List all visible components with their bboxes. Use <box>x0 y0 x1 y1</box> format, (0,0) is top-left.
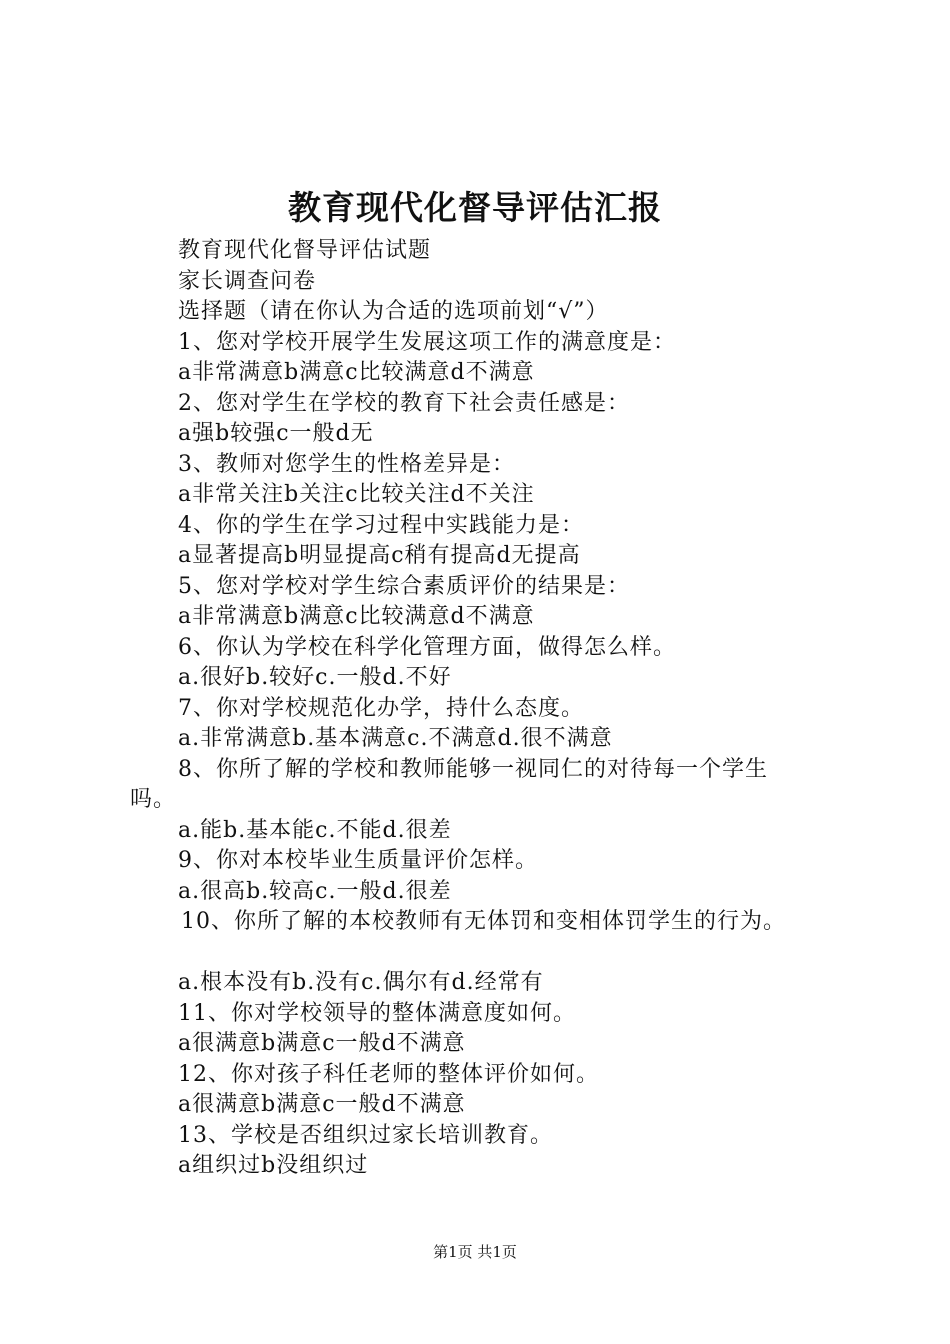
question-line: 8、你所了解的学校和教师能够一视同仁的对待每一个学生 <box>178 756 768 782</box>
options-line: a组织过b没组织过 <box>178 1153 369 1178</box>
text-line: 家长调查问卷 <box>178 268 317 294</box>
question-line: 1、您对学校开展学生发展这项工作的满意度是： <box>178 329 676 355</box>
question-line: 12、你对孩子科任老师的整体评价如何。 <box>178 1061 599 1087</box>
page-footer: 第1页 共1页 <box>433 1243 517 1261</box>
question-line: 3、教师对您学生的性格差异是： <box>178 451 515 477</box>
options-line: a.能b.基本能c.不能d.很差 <box>178 817 452 843</box>
blank-line <box>0 938 950 969</box>
options-line: a.很好b.较好c.一般d.不好 <box>178 665 452 690</box>
options-line: a强b较强c一般d无 <box>178 421 374 446</box>
document-title: 教育现代化督导评估汇报 <box>288 188 662 227</box>
question-line: 9、你对本校毕业生质量评价怎样。 <box>178 848 538 873</box>
options-line: a显著提高b明显提高c稍有提高d无提高 <box>178 543 581 568</box>
text-line: 教育现代化督导评估试题 <box>178 238 432 263</box>
options-line: a.很高b.较高c.一般d.很差 <box>178 878 452 904</box>
options-line: a非常满意b满意c比较满意d不满意 <box>178 604 535 629</box>
question-line: 13、学校是否组织过家长培训教育。 <box>178 1122 553 1148</box>
options-line: a很满意b满意c一般d不满意 <box>178 1031 466 1056</box>
options-line: a很满意b满意c一般d不满意 <box>178 1092 466 1117</box>
options-line: a.非常满意b.基本满意c.不满意d.很不满意 <box>178 726 613 751</box>
document-body <box>0 236 950 1182</box>
question-line: 4、你的学生在学习过程中实践能力是： <box>178 512 584 538</box>
options-line: a.根本没有b.没有c.偶尔有d.经常有 <box>178 970 544 995</box>
question-line: 11、你对学校领导的整体满意度如何。 <box>178 1000 576 1026</box>
question-line: 10、你所了解的本校教师有无体罚和变相体罚学生的行为。 <box>181 909 786 934</box>
question-line-continued: 吗。 <box>130 787 177 812</box>
options-line: a非常满意b满意c比较满意d不满意 <box>178 360 535 385</box>
question-line: 5、您对学校对学生综合素质评价的结果是： <box>178 573 630 599</box>
options-line: a非常关注b关注c比较关注d不关注 <box>178 482 535 507</box>
text-line: 选择题（请在你认为合适的选项前划“√”） <box>178 299 609 324</box>
question-line: 6、你认为学校在科学化管理方面，做得怎么样。 <box>178 634 676 660</box>
question-line: 2、您对学生在学校的教育下社会责任感是： <box>178 390 630 416</box>
question-line: 7、你对学校规范化办学，持什么态度。 <box>178 695 584 721</box>
